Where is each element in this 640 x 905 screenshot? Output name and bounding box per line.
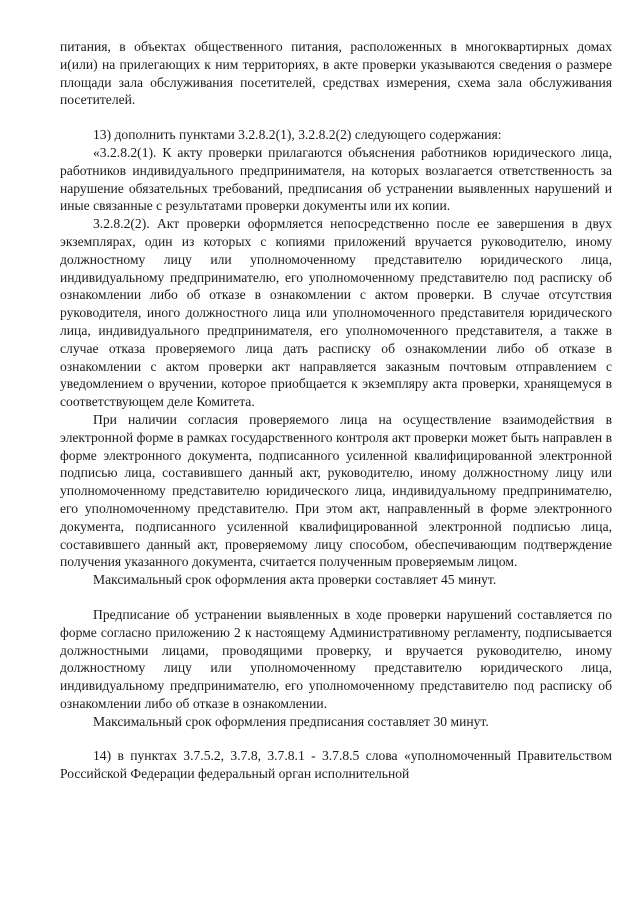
paragraph-item-14: 14) в пунктах 3.7.5.2, 3.7.8, 3.7.8.1 - 3.7.8.5 слова «уполномоченный Правительством Российской Федерации федеральный орган исполнительной	[60, 748, 612, 782]
paragraph-prescription: Предписание об устранении выявленных в ходе проверки нарушений составляется по форме согласно приложению 2 к настоящему Административному регламенту, подписывается должностными лицами, проводящими проверку, и вручается руководителю, иному должностному лицу или уполномоченному представителю юридического лица, индивидуальному предпринимателю, его уполномоченному представителю под расписку об ознакомлении либо об отказе в ознакомлении.	[60, 606, 612, 711]
paragraph-act-deadline: Максимальный срок оформления акта проверки составляет 45 минут.	[93, 572, 497, 588]
paragraph-continuation: питания, в объектах общественного питания, расположенных в многоквартирных домах и(или) на прилегающих к ним территориях, в акте проверки указываются сведения о размере площади зала обслуживания посетителей, средствах измерения, схема зала обслуживания посетителей.	[60, 39, 612, 108]
paragraph-electronic-form: При наличии согласия проверяемого лица на осуществление взаимодействия в электронной форме в рамках государственного контроля акт проверки может быть направлен в форме электронного документа, подписанного усиленной квалифицированной электронной подписью лица, составившего данный акт, руководителю, иному должностному лицу или уполномоченному представителю юридического лица, индивидуальному предпринимателю, его уполномоченному представителю. При этом акт, направленный в форме электронного документа, подписанного усиленной квалифицированной электронной подписью лица, составившего данный акт, проверяемому лицу способом, обеспечивающим подтверждение получения указанного документа, считается полученным проверяемым лицом.	[60, 411, 612, 570]
paragraph-3-2-8-2-2: 3.2.8.2(2). Акт проверки оформляется непосредственно после ее завершения в двух экземплярах, один из которых с копиями приложений вручается руководителю, иному должностному лицу или уполномоченному представителю юридического лица, индивидуальному предпринимателю, его уполномоченному представителю под расписку об ознакомлении либо об отказе в ознакомлении с актом проверки. В случае отсутствия руководителя, иного должностного лица или уполномоченного представителя юридического лица, индивидуального предпринимателя, его уполномоченного представителя, а также в случае отказа проверяемого лица дать расписку об ознакомлении либо об отказе в ознакомлении с актом проверки акт направляется заказным почтовым отправлением с уведомлением о вручении, которое приобщается к экземпляру акта проверки, хранящемуся в соответствующем деле Комитета.	[60, 216, 612, 410]
paragraph-prescription-deadline: Максимальный срок оформления предписания составляет 30 минут.	[93, 713, 489, 729]
paragraph-item-13: 13) дополнить пунктами 3.2.8.2(1), 3.2.8.2(2) следующего содержания:	[93, 127, 502, 143]
paragraph-3-2-8-2-1: «3.2.8.2(1). К акту проверки прилагаются объяснения работников юридического лица, работников индивидуального предпринимателя, на которых возлагается ответственность за нарушение обязательных требований, предписания об устранении выявленных нарушений и иные связанные с результатами проверки документы или их копии.	[60, 144, 612, 214]
document-page	[60, 38, 612, 783]
